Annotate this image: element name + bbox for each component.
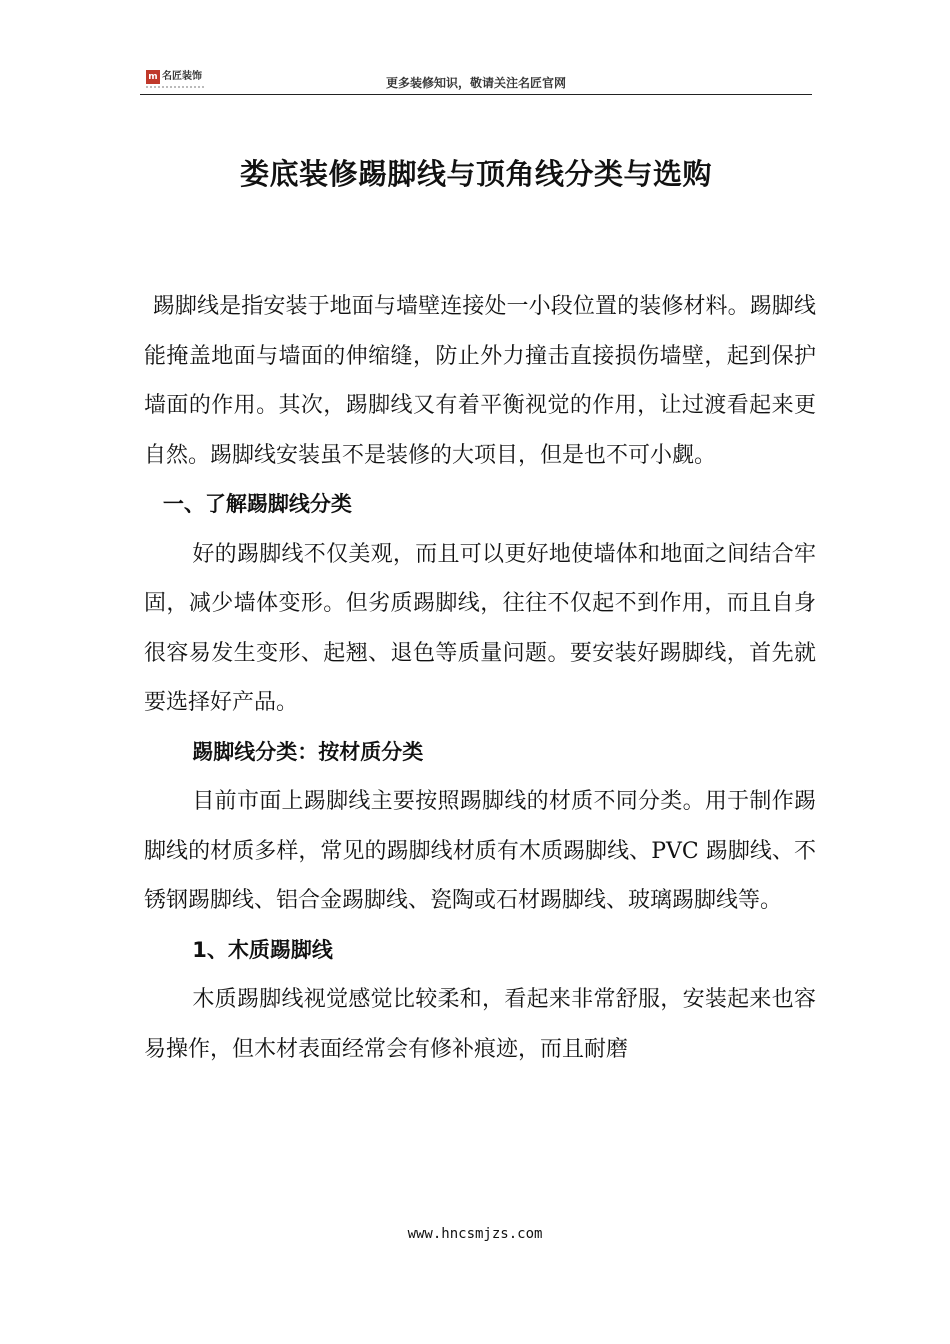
subsection-paragraph: 目前市面上踢脚线主要按照踢脚线的材质不同分类。用于制作踢脚线的材质多样，常见的踢脚线材质有木质踢脚线、PVC 踢脚线、不锈钢踢脚线、铝合金踢脚线、瓷陶或石材踢脚线、玻璃踢脚线等。: [144, 789, 816, 913]
logo-icon: m: [146, 70, 160, 84]
document-body: [144, 282, 816, 1074]
intro-paragraph: 踢脚线是指安装于地面与墙壁连接处一小段位置的装修材料。踢脚线能掩盖地面与墙面的伸缩缝，防止外力撞击直接损伤墙壁，起到保护墙面的作用。其次，踢脚线又有着平衡视觉的作用，让过渡看起来更自然。踢脚线安装虽不是装修的大项目，但是也不可小觑。: [144, 294, 816, 468]
item-paragraph: 木质踢脚线视觉感觉比较柔和，看起来非常舒服，安装起来也容易操作，但木材表面经常会有修补痕迹，而且耐磨: [144, 987, 816, 1062]
subsection-heading: 踢脚线分类：按材质分类: [192, 739, 424, 764]
section-paragraph: 好的踢脚线不仅美观，而且可以更好地使墙体和地面之间结合牢固，减少墙体变形。但劣质踢脚线，往往不仅起不到作用，而且自身很容易发生变形、起翘、退色等质量问题。要安装好踢脚线，首先就要选择好产品。: [144, 541, 816, 715]
document-title: 娄底装修踢脚线与顶角线分类与选购: [239, 157, 712, 191]
section-heading: 一、了解踢脚线分类: [162, 492, 352, 516]
item-heading: 1、木质踢脚线: [192, 937, 333, 962]
page-header: [140, 64, 812, 95]
logo-text: 名匠装饰: [162, 71, 202, 82]
footer-url: www.hncsmjzs.com: [407, 1226, 543, 1242]
header-slogan: 更多装修知识，敬请关注名匠官网: [385, 76, 566, 90]
